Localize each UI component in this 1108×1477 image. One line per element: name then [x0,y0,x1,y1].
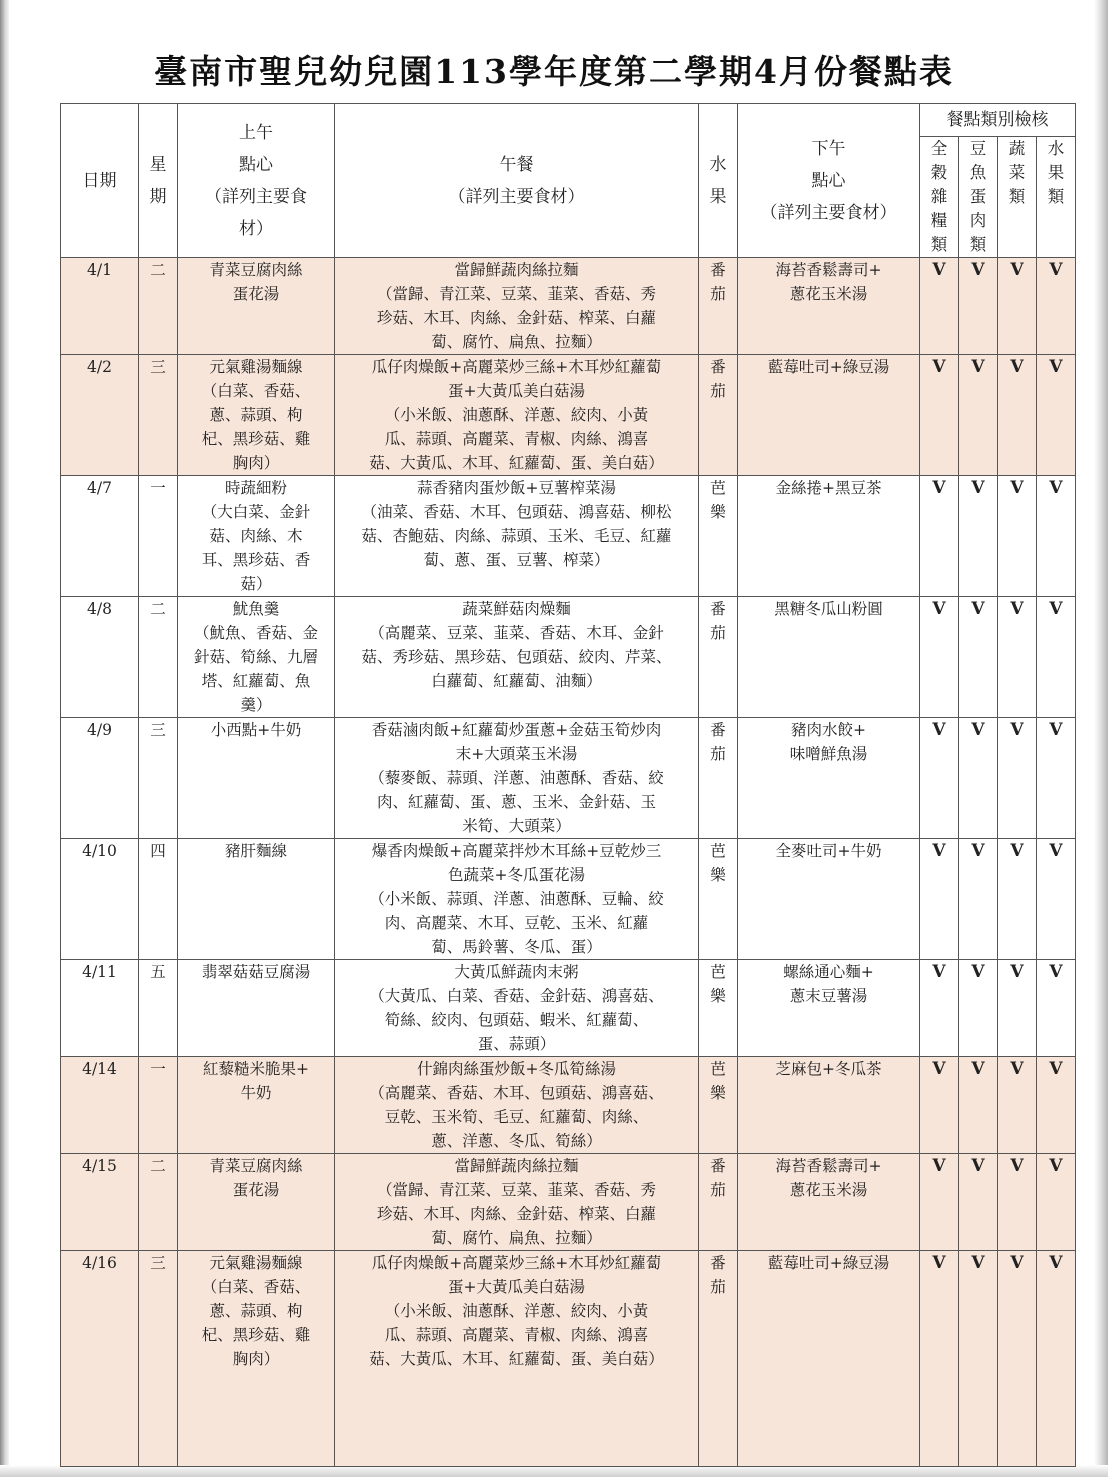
check-mark: V [1010,357,1024,377]
header-check-group: 餐點類別檢核 [920,104,1076,137]
fruit-line: 芭 [710,963,726,981]
check-mark-cell [1037,1154,1076,1251]
lunch-line: 蔥、洋蔥、冬瓜、筍絲） [431,1132,602,1150]
fruit-line: 茄 [710,382,726,400]
check-mark: V [1049,599,1063,619]
fruit-line: 茄 [710,1181,726,1199]
table-row [61,960,1076,1057]
lunch-line: 米筍、大頭菜） [462,817,571,835]
lunch-line: 筍絲、絞肉、包頭菇、蝦米、紅蘿蔔、 [384,1011,649,1029]
am-snack-cell [178,1154,335,1251]
check-mark-cell [1037,960,1076,1057]
lunch-line: 菇、秀珍菇、黑珍菇、包頭菇、絞肉、芹菜、 [361,648,672,666]
date-cell: 4/16 [61,1251,139,1467]
lunch-line: 爆香肉燥飯+高麗菜拌炒木耳絲+豆乾炒三 [371,842,662,860]
check-mark: V [971,841,985,861]
check-mark: V [1049,260,1063,280]
check-mark: V [1049,841,1063,861]
weekday-cell: 三 [139,355,178,476]
check-mark-cell [998,960,1037,1057]
check-mark-cell [920,839,959,960]
check-mark-cell [998,1251,1037,1467]
am-line: 元氣雞湯麵線 [209,358,303,376]
date-cell: 4/9 [61,718,139,839]
lunch-line: 蛋+大黃瓜美白菇湯 [448,382,585,400]
lunch-line: 菇、大黃瓜、木耳、紅蘿蔔、蛋、美白菇） [369,1350,664,1368]
am-line: （大白菜、金針 [201,503,311,521]
weekday-cell: 三 [139,718,178,839]
weekday-cell: 四 [139,839,178,960]
date-cell: 4/15 [61,1154,139,1251]
lunch-line: （小米飯、油蔥酥、洋蔥、絞肉、小黃 [384,1302,649,1320]
table-row [61,597,1076,718]
pm-snack-cell [738,718,920,839]
check-mark: V [932,478,946,498]
check-mark: V [1010,1156,1024,1176]
lunch-line: 蛋+大黃瓜美白菇湯 [448,1278,585,1296]
check-mark-cell [920,718,959,839]
lunch-line: 肉、高麗菜、木耳、豆乾、玉米、紅蘿 [384,914,649,932]
check-mark: V [1010,720,1024,740]
check-mark: V [971,260,985,280]
lunch-line: 大黃瓜鮮蔬肉末粥 [454,963,579,981]
lunch-line: 蔔、腐竹、扁魚、拉麵） [431,333,602,351]
weekday-cell: 三 [139,1251,178,1467]
lunch-line: （當歸、青江菜、豆菜、韮菜、香菇、秀 [376,1181,656,1199]
lunch-line: 什錦肉絲蛋炒飯+冬瓜筍絲湯 [417,1060,616,1078]
check-mark-cell [920,476,959,597]
lunch-line: 瓜仔肉燥飯+高麗菜炒三絲+木耳炒紅蘿蔔 [371,1254,662,1272]
table-row [61,258,1076,355]
header-check-grains: 全 穀 雜 糧 類 [920,137,959,258]
check-mark-cell [920,1154,959,1251]
lunch-line: 蔔、蔥、蛋、豆薯、榨菜） [423,551,610,569]
lunch-cell [335,597,699,718]
check-mark-cell [959,960,998,1057]
lunch-line: 瓜、蒜頭、高麗菜、青椒、肉絲、鴻喜 [384,430,649,448]
weekday-cell: 五 [139,960,178,1057]
am-line: 蔥、蒜頭、枸 [209,1302,303,1320]
am-line: 蛋花湯 [232,285,280,303]
check-mark-cell [920,597,959,718]
lunch-line: 菇、大黃瓜、木耳、紅蘿蔔、蛋、美白菇） [369,454,664,472]
am-line: 紅藜糙米脆果+ [203,1060,309,1078]
fruit-line: 芭 [710,1060,726,1078]
fruit-line: 番 [710,1157,726,1175]
am-snack-cell [178,960,335,1057]
table-row [61,355,1076,476]
pm-snack-cell [738,258,920,355]
pm-line: 蔥末豆薯湯 [789,987,868,1005]
meal-table [60,103,1076,1467]
fruit-line: 番 [710,600,726,618]
pm-line: 蔥花玉米湯 [789,1181,868,1199]
am-snack-cell [178,1251,335,1467]
fruit-line: 樂 [710,1084,726,1102]
check-mark-cell [920,355,959,476]
am-line: 胸肉） [232,454,280,472]
pm-line: 豬肉水餃+ [791,721,866,739]
check-mark: V [932,962,946,982]
lunch-cell [335,355,699,476]
check-mark: V [971,962,985,982]
lunch-line: （高麗菜、豆菜、韮菜、香菇、木耳、金針 [369,624,664,642]
am-line: 豬肝麵線 [224,842,287,860]
fruit-cell [699,476,738,597]
fruit-line: 茄 [710,285,726,303]
lunch-cell [335,1154,699,1251]
check-mark: V [1049,1059,1063,1079]
check-mark: V [932,357,946,377]
am-line: 耳、黑珍菇、香 [201,551,311,569]
check-mark-cell [959,839,998,960]
weekday-cell: 二 [139,597,178,718]
lunch-line: 當歸鮮蔬肉絲拉麵 [454,261,579,279]
check-mark-cell [1037,258,1076,355]
fruit-line: 茄 [710,624,726,642]
check-mark-cell [920,258,959,355]
table-row [61,718,1076,839]
lunch-line: （高麗菜、香菇、木耳、包頭菇、鴻喜菇、 [369,1084,664,1102]
am-line: 針菇、筍絲、九層 [193,648,318,666]
pm-snack-cell [738,355,920,476]
pm-line: 黑糖冬瓜山粉圓 [774,600,883,618]
check-mark-cell [959,718,998,839]
check-mark-cell [959,355,998,476]
check-mark-cell [959,1057,998,1154]
fruit-line: 芭 [710,842,726,860]
pm-line: 螺絲通心麵+ [783,963,874,981]
check-mark-cell [920,1251,959,1467]
lunch-line: 瓜仔肉燥飯+高麗菜炒三絲+木耳炒紅蘿蔔 [371,358,662,376]
check-mark-cell [959,258,998,355]
fruit-line: 茄 [710,745,726,763]
pm-line: 金絲捲+黑豆茶 [775,479,882,497]
date-cell: 4/11 [61,960,139,1057]
pm-snack-cell [738,1251,920,1467]
am-snack-cell [178,355,335,476]
header-lunch: 午餐 （詳列主要食材） [335,104,699,258]
am-line: 魷魚羹 [232,600,280,618]
am-snack-cell [178,718,335,839]
check-mark: V [1010,599,1024,619]
pm-snack-cell [738,839,920,960]
date-cell: 4/14 [61,1057,139,1154]
am-line: 青菜豆腐肉絲 [209,261,303,279]
am-line: 胸肉） [232,1350,280,1368]
lunch-line: 珍菇、木耳、肉絲、金針菇、榨菜、白蘿 [376,309,656,327]
weekday-cell: 二 [139,258,178,355]
check-mark-cell [1037,718,1076,839]
fruit-cell [699,1154,738,1251]
am-snack-cell [178,597,335,718]
date-cell: 4/10 [61,839,139,960]
pm-snack-cell [738,1057,920,1154]
am-line: （魷魚、香菇、金 [193,624,318,642]
weekday-cell: 二 [139,1154,178,1251]
header-check-vegetables: 蔬 菜 類 [998,137,1037,258]
header-fruit: 水 果 [699,104,738,258]
am-line: 小西點+牛奶 [210,721,302,739]
header-date: 日期 [61,104,139,258]
lunch-line: （油菜、香菇、木耳、包頭菇、鴻喜菇、柳松 [361,503,672,521]
pm-line: 藍莓吐司+綠豆湯 [767,358,890,376]
header-am-snack: 上午 點心 （詳列主要食 材） [178,104,335,258]
am-line: 羹） [240,696,272,714]
check-mark: V [1010,841,1024,861]
check-mark: V [1049,1253,1063,1273]
am-line: 青菜豆腐肉絲 [209,1157,303,1175]
check-mark-cell [998,718,1037,839]
lunch-line: 豆乾、玉米筍、毛豆、紅蘿蔔、肉絲、 [384,1108,649,1126]
check-mark: V [1010,962,1024,982]
pm-snack-cell [738,597,920,718]
lunch-line: 香菇滷肉飯+紅蘿蔔炒蛋蔥+金菇玉筍炒肉 [371,721,662,739]
check-mark-cell [959,476,998,597]
am-line: 時蔬細粉 [224,479,287,497]
check-mark: V [932,1059,946,1079]
fruit-line: 樂 [710,503,726,521]
fruit-line: 番 [710,721,726,739]
am-line: 塔、紅蘿蔔、魚 [201,672,311,690]
check-mark: V [971,1156,985,1176]
check-mark-cell [998,839,1037,960]
lunch-line: （小米飯、蒜頭、洋蔥、油蔥酥、豆輪、絞 [369,890,664,908]
fruit-cell [699,839,738,960]
am-snack-cell [178,1057,335,1154]
check-mark-cell [998,597,1037,718]
lunch-line: （藜麥飯、蒜頭、洋蔥、油蔥酥、香菇、絞 [369,769,664,787]
lunch-cell [335,839,699,960]
check-mark: V [1010,1059,1024,1079]
lunch-line: 蔔、腐竹、扁魚、拉麵） [431,1229,602,1247]
lunch-line: （大黃瓜、白菜、香菇、金針菇、鴻喜菇、 [369,987,664,1005]
fruit-cell [699,1057,738,1154]
weekday-cell: 一 [139,1057,178,1154]
am-line: 翡翠菇菇豆腐湯 [201,963,311,981]
am-snack-cell [178,839,335,960]
pm-line: 味噌鮮魚湯 [789,745,868,763]
fruit-cell [699,1251,738,1467]
lunch-cell [335,1251,699,1467]
pm-snack-cell [738,960,920,1057]
check-mark: V [971,1253,985,1273]
am-snack-cell [178,476,335,597]
table-row [61,1057,1076,1154]
pm-line: 藍莓吐司+綠豆湯 [767,1254,890,1272]
pm-snack-cell [738,1154,920,1251]
check-mark-cell [998,476,1037,597]
lunch-line: 珍菇、木耳、肉絲、金針菇、榨菜、白蘿 [376,1205,656,1223]
check-mark: V [1010,260,1024,280]
fruit-cell [699,597,738,718]
check-mark-cell [959,1251,998,1467]
am-line: 蔥、蒜頭、枸 [209,406,303,424]
check-mark: V [932,1156,946,1176]
check-mark-cell [959,597,998,718]
table-row [61,476,1076,597]
check-mark: V [1049,962,1063,982]
lunch-cell [335,1057,699,1154]
check-mark: V [932,599,946,619]
am-line: 蛋花湯 [232,1181,280,1199]
check-mark: V [1049,478,1063,498]
fruit-line: 樂 [710,866,726,884]
am-line: 杞、黑珍菇、雞 [201,430,311,448]
am-line: 菇） [240,575,272,593]
fruit-line: 番 [710,261,726,279]
header-check-protein: 豆 魚 蛋 肉 類 [959,137,998,258]
lunch-line: 蛋、蒜頭） [477,1035,556,1053]
check-mark-cell [1037,476,1076,597]
pm-line: 芝麻包+冬瓜茶 [775,1060,882,1078]
check-mark: V [932,1253,946,1273]
lunch-line: 白蘿蔔、紅蘿蔔、油麵） [431,672,602,690]
check-mark: V [971,357,985,377]
lunch-cell [335,476,699,597]
table-row [61,1251,1076,1467]
lunch-line: 肉、紅蘿蔔、蛋、蔥、玉米、金針菇、玉 [376,793,656,811]
check-mark-cell [959,1154,998,1251]
fruit-cell [699,258,738,355]
lunch-line: 蒜香豬肉蛋炒飯+豆薯榨菜湯 [417,479,616,497]
check-mark-cell [920,960,959,1057]
check-mark: V [971,599,985,619]
check-mark: V [1049,1156,1063,1176]
pm-line: 海苔香鬆壽司+ [775,261,882,279]
pm-line: 蔥花玉米湯 [789,285,868,303]
am-line: （白菜、香菇、 [201,1278,311,1296]
am-line: （白菜、香菇、 [201,382,311,400]
date-cell: 4/1 [61,258,139,355]
check-mark: V [971,720,985,740]
meal-table-body [61,258,1076,1467]
lunch-line: 菇、杏鮑菇、肉絲、蒜頭、玉米、毛豆、紅蘿 [361,527,672,545]
check-mark: V [1049,720,1063,740]
header-pm-snack: 下午 點心 （詳列主要食材） [738,104,920,258]
check-mark: V [1010,478,1024,498]
check-mark-cell [1037,355,1076,476]
am-snack-cell [178,258,335,355]
pm-line: 海苔香鬆壽司+ [775,1157,882,1175]
check-mark-cell [998,1154,1037,1251]
check-mark-cell [998,258,1037,355]
check-mark: V [1049,357,1063,377]
lunch-line: 當歸鮮蔬肉絲拉麵 [454,1157,579,1175]
lunch-line: 蔔、馬鈴薯、冬瓜、蛋） [431,938,602,956]
check-mark-cell [998,355,1037,476]
check-mark-cell [1037,839,1076,960]
date-cell: 4/8 [61,597,139,718]
page-title: 臺南市聖兒幼兒園113學年度第二學期4月份餐點表 [154,52,954,91]
weekday-cell: 一 [139,476,178,597]
lunch-line: （當歸、青江菜、豆菜、韮菜、香菇、秀 [376,285,656,303]
check-mark: V [1010,1253,1024,1273]
fruit-line: 番 [710,358,726,376]
scan-edge-left [0,0,9,1477]
check-mark: V [932,841,946,861]
header-weekday: 星 期 [139,104,178,258]
fruit-line: 茄 [710,1278,726,1296]
lunch-line: 色蔬菜+冬瓜蛋花湯 [448,866,585,884]
am-line: 菇、肉絲、木 [209,527,303,545]
lunch-line: 蔬菜鮮菇肉燥麵 [462,600,571,618]
lunch-line: 末+大頭菜玉米湯 [455,745,578,763]
table-row [61,1154,1076,1251]
lunch-line: （小米飯、油蔥酥、洋蔥、絞肉、小黃 [384,406,649,424]
fruit-line: 樂 [710,987,726,1005]
check-mark-cell [1037,1251,1076,1467]
fruit-line: 芭 [710,479,726,497]
check-mark: V [932,720,946,740]
header-check-fruit: 水 果 類 [1037,137,1076,258]
date-cell: 4/7 [61,476,139,597]
am-line: 元氣雞湯麵線 [209,1254,303,1272]
check-mark: V [971,1059,985,1079]
fruit-cell [699,960,738,1057]
fruit-cell [699,355,738,476]
check-mark-cell [1037,1057,1076,1154]
lunch-line: 瓜、蒜頭、高麗菜、青椒、肉絲、鴻喜 [384,1326,649,1344]
lunch-cell [335,258,699,355]
check-mark-cell [998,1057,1037,1154]
check-mark: V [932,260,946,280]
table-row [61,839,1076,960]
fruit-line: 番 [710,1254,726,1272]
am-line: 牛奶 [240,1084,272,1102]
lunch-cell [335,718,699,839]
check-mark: V [971,478,985,498]
am-line: 杞、黑珍菇、雞 [201,1326,311,1344]
lunch-cell [335,960,699,1057]
check-mark-cell [1037,597,1076,718]
fruit-cell [699,718,738,839]
scan-edge-right [1094,0,1108,1477]
pm-snack-cell [738,476,920,597]
pm-line: 全麥吐司+牛奶 [775,842,882,860]
check-mark-cell [920,1057,959,1154]
date-cell: 4/2 [61,355,139,476]
